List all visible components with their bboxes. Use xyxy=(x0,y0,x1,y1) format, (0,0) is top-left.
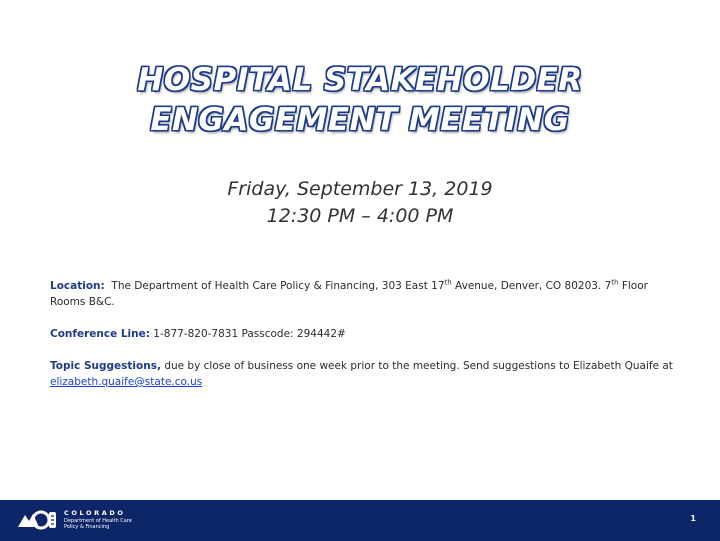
department-line-2: Policy & Financing xyxy=(64,524,110,530)
state-name: COLORADO xyxy=(64,509,126,517)
location-text-a: The Department of Health Care Policy & Financing, 303 East 17 xyxy=(111,280,445,292)
location-paragraph xyxy=(50,278,675,310)
page-number: 1 xyxy=(690,514,696,523)
location-sup-a: th xyxy=(444,278,452,287)
meeting-title xyxy=(0,60,720,140)
department-wordmark xyxy=(64,508,132,530)
location-label: Location: xyxy=(50,280,105,292)
title-line-2: ENGAGEMENT MEETING xyxy=(150,102,570,138)
meeting-time: 12:30 PM – 4:00 PM xyxy=(266,205,454,227)
conference-label: Conference Line: xyxy=(50,328,150,340)
location-text-c: Floor Rooms B&C. xyxy=(50,280,648,308)
topics-text: due by close of business one week prior to the meeting. Send suggestions to Elizabeth Quaife at xyxy=(164,360,673,372)
conference-text: 1-877-820-7831 Passcode: 294442# xyxy=(153,328,346,340)
location-text-b: Avenue, Denver, CO 80203. 7 xyxy=(451,280,612,292)
title-line-1: HOSPITAL STAKEHOLDER xyxy=(137,62,583,98)
topics-label: Topic Suggestions, xyxy=(50,360,161,372)
email-link[interactable]: elizabeth.quaife@state.co.us xyxy=(50,376,203,388)
meeting-info xyxy=(50,278,675,406)
colorado-logo-icon xyxy=(16,509,56,531)
location-sup-b: th xyxy=(611,278,619,287)
footer-bar xyxy=(0,500,720,541)
conference-paragraph xyxy=(50,326,675,342)
department-line-1: Department of Health Care xyxy=(64,518,132,524)
topics-paragraph xyxy=(50,358,675,390)
meeting-datetime xyxy=(0,176,720,230)
meeting-date: Friday, September 13, 2019 xyxy=(227,178,493,200)
